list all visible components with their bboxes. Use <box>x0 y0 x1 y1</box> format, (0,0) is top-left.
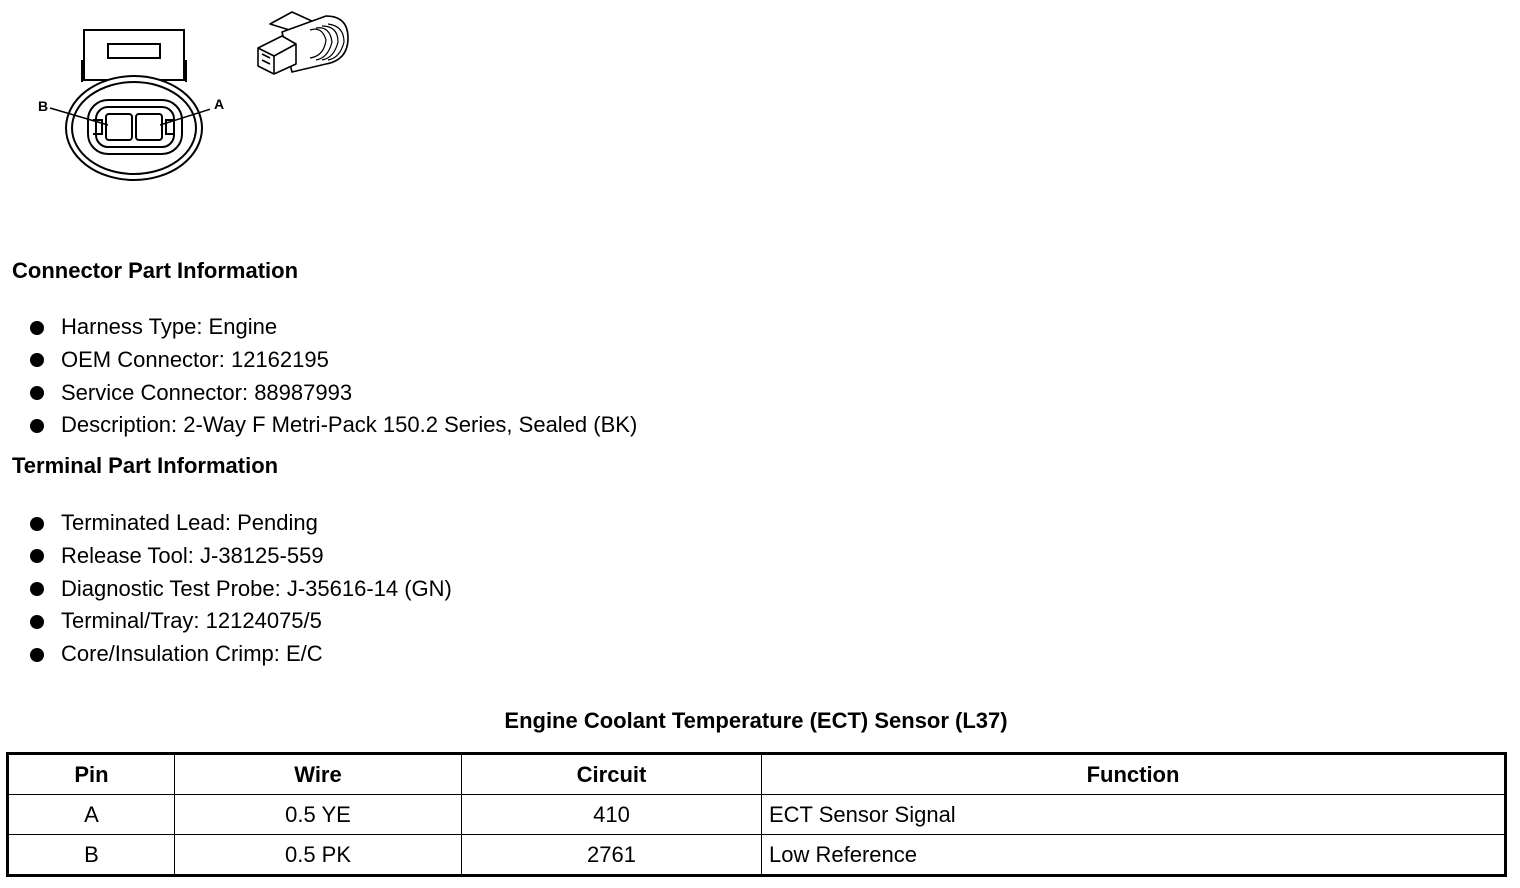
list-item-text: Diagnostic Test Probe: J-35616-14 (GN) <box>61 575 452 601</box>
list-item-text: Description: 2-Way F Metri-Pack 150.2 Series, Sealed (BK) <box>61 412 638 438</box>
list-item <box>30 377 637 410</box>
list-item-text: Terminal/Tray: 12124075/5 <box>61 608 322 634</box>
bullet-icon <box>30 321 44 335</box>
cell-pin: A <box>8 795 175 835</box>
bullet-icon <box>30 353 44 367</box>
pin-a-label-wrap <box>212 92 232 114</box>
list-item <box>30 638 452 671</box>
list-item <box>30 507 452 540</box>
cell-circuit: 2761 <box>462 835 762 876</box>
bullet-icon <box>30 582 44 596</box>
cell-wire: 0.5 PK <box>175 835 462 876</box>
connector-isometric-diagram <box>252 10 356 78</box>
list-item-text: Core/Insulation Crimp: E/C <box>61 641 323 667</box>
list-item <box>30 409 637 442</box>
cell-wire: 0.5 YE <box>175 795 462 835</box>
bullet-icon <box>30 615 44 629</box>
column-header-wire: Wire <box>175 754 462 795</box>
cell-function: Low Reference <box>762 835 1506 876</box>
table-header-row <box>8 754 1506 795</box>
column-header-circuit: Circuit <box>462 754 762 795</box>
list-item-text: Harness Type: Engine <box>61 314 278 339</box>
pinout-table <box>6 752 1507 877</box>
list-item <box>30 311 637 344</box>
column-header-function: Function <box>762 754 1506 795</box>
bullet-icon <box>30 517 44 531</box>
pin-a-label: A <box>214 96 225 112</box>
bullet-icon <box>30 386 44 400</box>
bullet-icon <box>30 549 44 563</box>
connector-section-title: Connector Part Information <box>12 258 299 283</box>
cell-function: ECT Sensor Signal <box>762 795 1506 835</box>
list-item <box>30 344 637 377</box>
list-item-text: OEM Connector: 12162195 <box>61 346 329 372</box>
list-item <box>30 540 452 573</box>
bullet-icon <box>30 648 44 662</box>
list-item-text: Terminated Lead: Pending <box>61 510 318 535</box>
terminal-info-list <box>30 507 452 671</box>
list-item-text: Service Connector: 88987993 <box>61 379 353 405</box>
list-item <box>30 605 452 638</box>
table-title: Engine Coolant Temperature (ECT) Sensor (L37) <box>504 708 1008 733</box>
cell-circuit: 410 <box>462 795 762 835</box>
bullet-icon <box>30 419 44 433</box>
cell-pin: B <box>8 835 175 876</box>
connector-info-list <box>30 311 637 442</box>
list-item <box>30 573 452 606</box>
table-row <box>8 835 1506 876</box>
list-item-text: Release Tool: J-38125-559 <box>61 542 324 568</box>
connector-face-diagram <box>30 20 210 190</box>
table-row <box>8 795 1506 835</box>
pin-b-label: B <box>38 98 49 114</box>
column-header-pin: Pin <box>8 754 175 795</box>
terminal-section-title: Terminal Part Information <box>12 453 279 478</box>
